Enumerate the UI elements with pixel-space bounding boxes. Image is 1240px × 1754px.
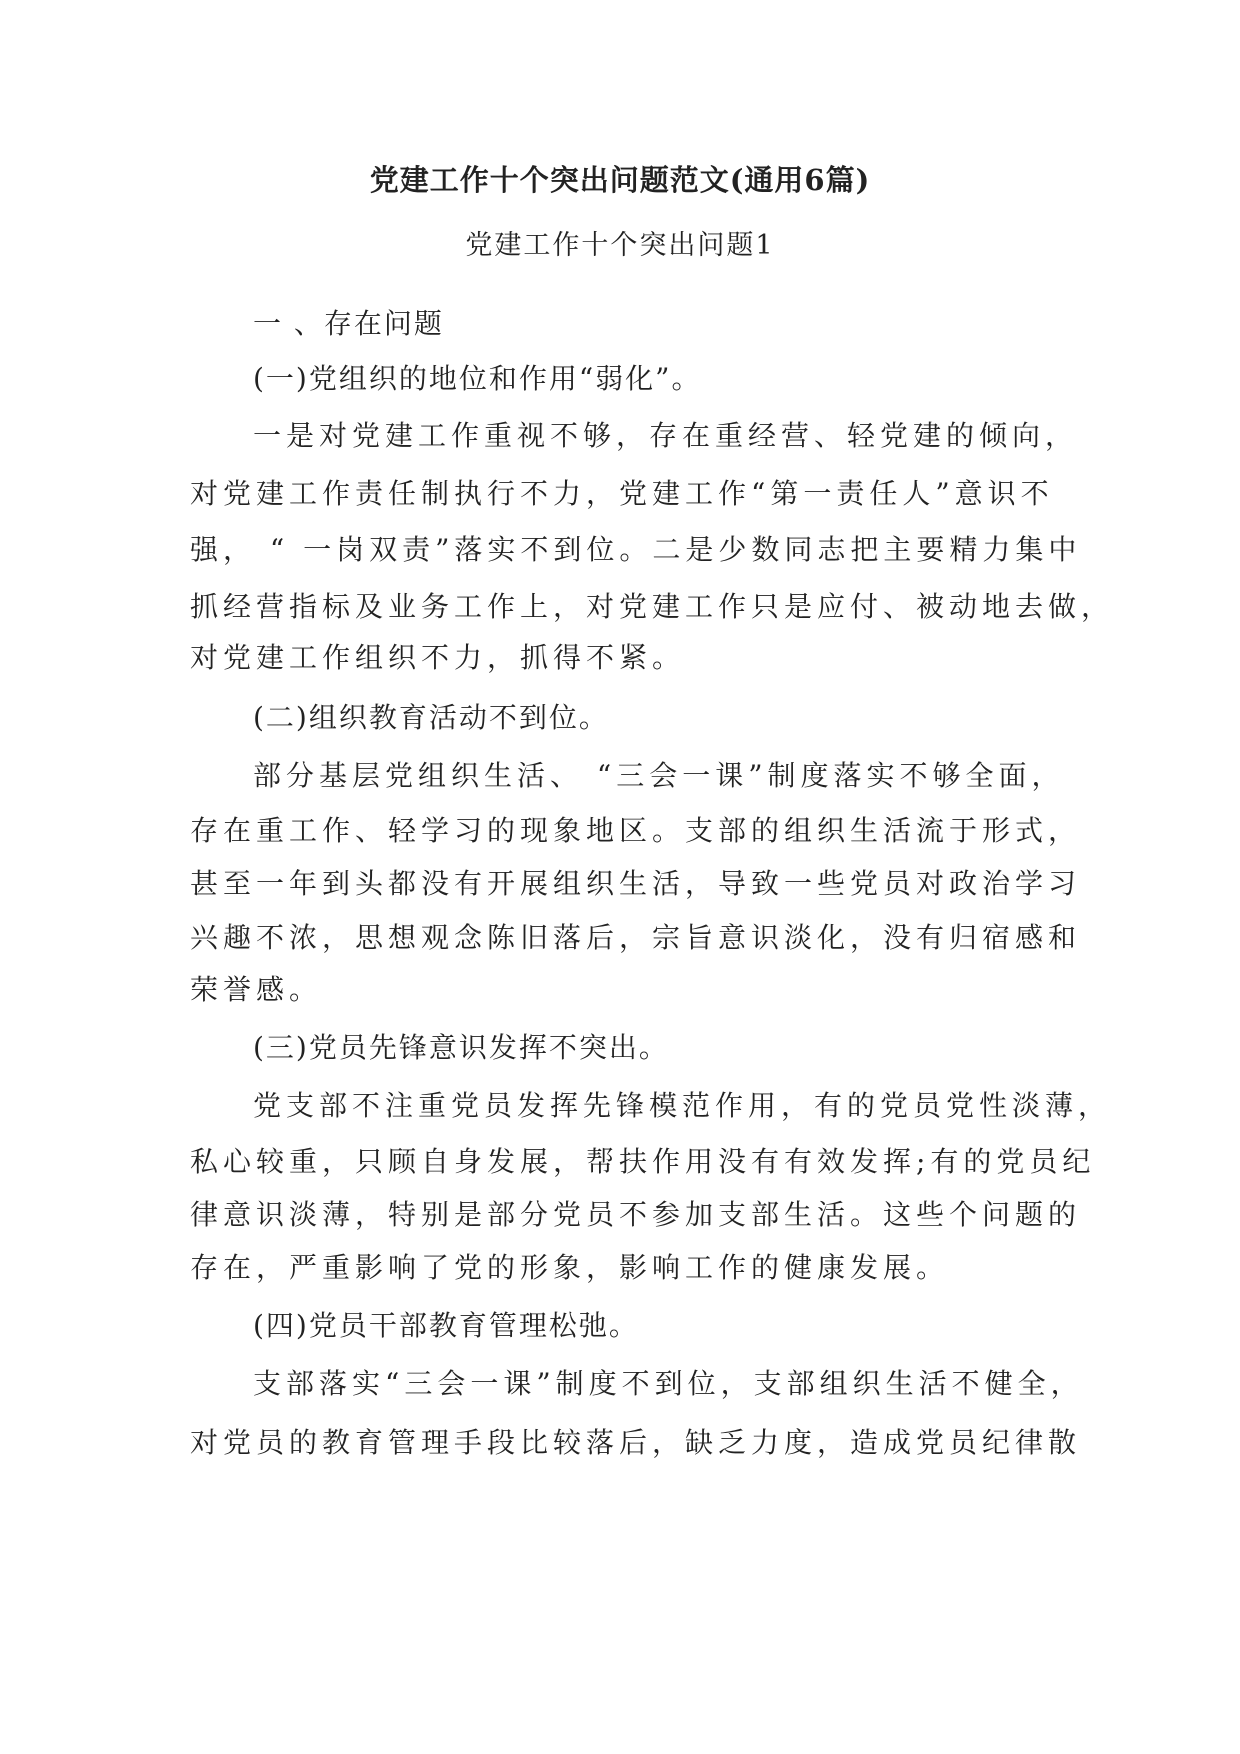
document-title: 党建工作十个突出问题范文(通用6篇) [369, 163, 871, 197]
paragraph-line: 部分基层党组织生活、 “三会一课”制度落实不够全面， [253, 759, 1065, 792]
paragraph-line: 私心较重，只顾自身发展，帮扶作用没有有效发挥;有的党员纪 [190, 1145, 1096, 1178]
paragraph-line: 存在重工作、轻学习的现象地区。支部的组织生活流于形式， [190, 814, 1082, 847]
paragraph-line: 存在，严重影响了党的形象，影响工作的健康发展。 [190, 1251, 950, 1284]
paragraph-line: 对党员的教育管理手段比较落后，缺乏力度，造成党员纪律散 [190, 1426, 1082, 1459]
subsection-heading: (四)党员干部教育管理松弛。 [253, 1309, 639, 1342]
paragraph-line: 党支部不注重党员发挥先锋模范作用，有的党员党性淡薄， [253, 1089, 1112, 1122]
section-heading: 一 、存在问题 [253, 307, 444, 340]
paragraph-line: 支部落实“三会一课”制度不到位，支部组织生活不健全， [253, 1367, 1084, 1400]
paragraph-line: 抓经营指标及业务工作上，对党建工作只是应付、被动地去做， [190, 590, 1115, 623]
paragraph-line: 对党建工作责任制执行不力，党建工作“第一责任人”意识不 [190, 477, 1054, 510]
subsection-heading: (二)组织教育活动不到位。 [253, 701, 609, 734]
document-subtitle: 党建工作十个突出问题1 [465, 230, 775, 261]
paragraph-line: 甚至一年到头都没有开展组织生活，导致一些党员对政治学习 [190, 867, 1082, 900]
paragraph-line: 一是对党建工作重视不够，存在重经营、轻党建的倾向， [253, 419, 1079, 452]
paragraph-line: 对党建工作组织不力，抓得不紧。 [190, 641, 686, 674]
paragraph-line: 律意识淡薄，特别是部分党员不参加支部生活。这些个问题的 [190, 1198, 1082, 1231]
paragraph-line: 强， “ 一岗双责”落实不到位。二是少数同志把主要精力集中 [190, 533, 1082, 566]
paragraph-line: 兴趣不浓，思想观念陈旧落后，宗旨意识淡化，没有归宿感和 [190, 921, 1082, 954]
subsection-heading: (一)党组织的地位和作用“弱化”。 [253, 362, 702, 395]
paragraph-line: 荣誉感。 [190, 973, 323, 1006]
subsection-heading: (三)党员先锋意识发挥不突出。 [253, 1031, 669, 1064]
